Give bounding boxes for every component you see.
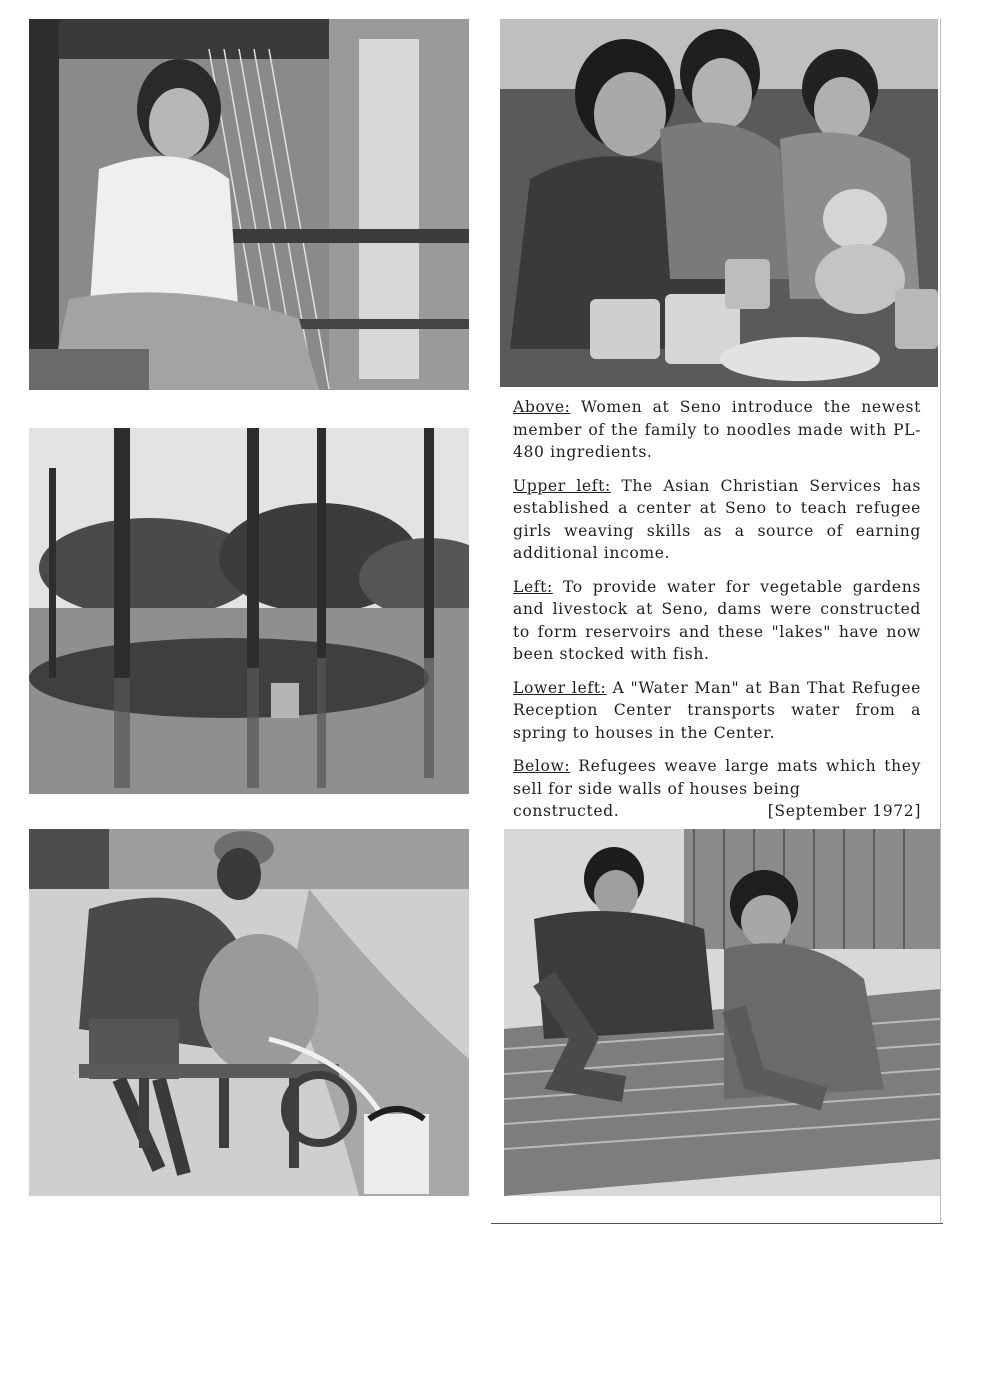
caption-text: constructed. [513,802,620,820]
caption-left [513,576,921,666]
caption-text: A "Water Man" at Ban That Refugee Reception Center transports water from a spring to houses in the Center. [513,678,921,742]
captions-column [513,396,921,823]
caption-above [513,396,921,464]
caption-upper-left [513,475,921,565]
caption-text: To provide water for vegetable gardens and livestock at Seno, dams were constructed to form reservoirs and these "lakes" have now been stocked with fish. [513,577,921,663]
photo-mat-weavers [504,829,940,1196]
caption-below [513,755,921,800]
caption-label: Below: [513,757,571,775]
bottom-divider [491,1223,943,1224]
caption-text: The Asian Christian Services has established a center at Seno to teach refugee girls weaving skills as a source of earning additional income. [513,476,921,562]
caption-label: Above: [513,398,571,416]
photo-weaver-at-loom [29,19,469,390]
publication-date: [September 1972] [767,802,921,820]
caption-below-final-line [513,800,921,823]
photo-women-with-baby [500,19,938,387]
caption-label: Left: [513,577,553,596]
caption-lower-left [513,677,921,745]
caption-text: Refugees weave large mats which they sell for side walls of houses being [513,757,921,798]
caption-text: Women at Seno introduce the newest member of the family to noodles made with PL-480 ingredients. [513,398,921,461]
photo-reservoir-lake [29,428,469,794]
photo-water-man [29,829,469,1196]
page-edge-line [940,19,941,1224]
caption-label: Upper left: [513,476,611,495]
caption-label: Lower left: [513,678,607,697]
